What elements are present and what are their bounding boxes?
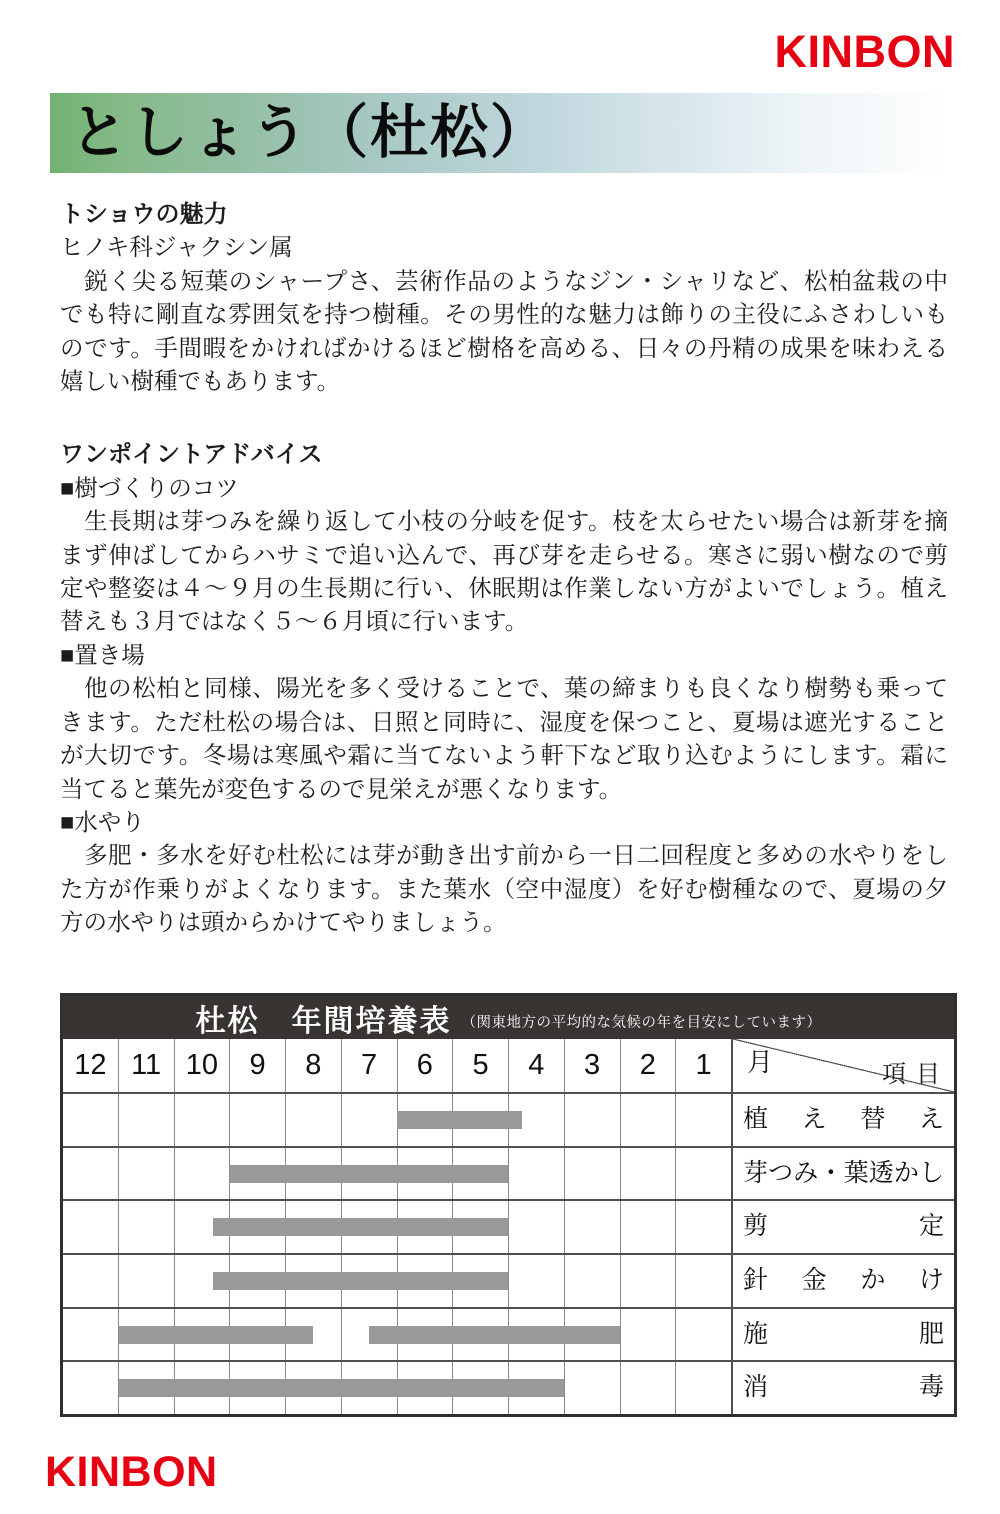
grid-cell [621, 1148, 677, 1200]
grid-cell [119, 1094, 175, 1146]
kinbon-logo-bottom: KINBON [45, 1448, 218, 1496]
grid-cell [565, 1094, 621, 1146]
grid-cell [509, 1255, 565, 1307]
appeal-paragraph: 鋭く尖る短葉のシャープさ、芸術作品のようなジン・シャリなど、松柏盆栽の中でも特に剛直な雰囲気を持つ樹種。その男性的な魅力は飾りの主役にふさわしいものです。手間暇をかければかけるほど樹格を高める、日々の丹精の成果を味わえる嬉しい樹種でもあります。 [60, 267, 948, 395]
grid-cell [621, 1201, 677, 1253]
row-label: 剪定 [731, 1201, 954, 1253]
month-cell: 5 [453, 1039, 509, 1092]
tip-subheading: ■樹づくりのコツ [60, 474, 239, 501]
month-cell: 3 [565, 1039, 621, 1092]
month-cell: 4 [509, 1039, 565, 1092]
grid-cell [676, 1201, 731, 1253]
corner-item-label: 項目 [882, 1061, 950, 1088]
tip-paragraph: 多肥・多水を好む杜松には芽が動き出す前から一日二回程度と多めの水やりをした方が作乗りがよくなります。また葉水（空中湿度）を好む樹種なので、夏場の夕方の水やりは頭からかけてやりましょう。 [60, 842, 948, 936]
month-header-row [63, 1039, 954, 1092]
article-body [60, 198, 948, 940]
month-cell: 8 [286, 1039, 342, 1092]
month-cell: 10 [175, 1039, 231, 1092]
grid-cell [63, 1309, 119, 1361]
grid-cell [676, 1255, 731, 1307]
grid-cell [119, 1201, 175, 1253]
appeal-heading: トショウの魅力 [60, 201, 228, 228]
grid-cell [676, 1094, 731, 1146]
row-label: 施肥 [731, 1309, 954, 1361]
cultivation-table [60, 993, 957, 1417]
grid-cell [119, 1255, 175, 1307]
grid-cell [342, 1094, 398, 1146]
row-label: 消毒 [731, 1362, 954, 1414]
activity-bar [119, 1379, 564, 1397]
activity-bar [230, 1165, 508, 1183]
grid-cell [175, 1148, 231, 1200]
row-month-grid [63, 1309, 731, 1361]
row-month-grid [63, 1094, 731, 1146]
row-month-grid [63, 1201, 731, 1253]
table-row [63, 1253, 954, 1307]
activity-bar [213, 1218, 508, 1236]
row-label: 針金かけ [731, 1255, 954, 1307]
row-month-grid [63, 1255, 731, 1307]
kinbon-logo-top: KINBON [774, 26, 955, 77]
tip-paragraph: 生長期は芽つみを繰り返して小枝の分岐を促す。枝を太らせたい場合は新芽を摘まず伸ばしてからハサミで追い込んで、再び芽を走らせる。寒さに弱い樹なので剪定や整姿は４～９月の生長期に行い、休眠期は作業しない方がよいでしょう。植え替えも３月ではなく５～６月頃に行います。 [60, 508, 948, 635]
month-cell: 7 [342, 1039, 398, 1092]
row-month-grid [63, 1148, 731, 1200]
grid-cell [676, 1309, 731, 1361]
grid-cell [621, 1309, 677, 1361]
grid-cell [565, 1362, 621, 1414]
table-row [63, 1092, 954, 1146]
grid-cell [676, 1148, 731, 1200]
table-rows [63, 1092, 954, 1414]
month-cell: 2 [621, 1039, 677, 1092]
corner-month-label: 月 [747, 1047, 774, 1077]
grid-cell [63, 1362, 119, 1414]
table-title: 杜松 年間培養表 [195, 1004, 452, 1038]
table-header [63, 996, 954, 1039]
table-row [63, 1307, 954, 1361]
corner-cell [731, 1039, 954, 1092]
grid-cell [230, 1094, 286, 1146]
grid-cell [565, 1148, 621, 1200]
activity-bar [119, 1326, 314, 1344]
advice-heading: ワンポイントアドバイス [60, 441, 323, 469]
month-cells [63, 1039, 731, 1092]
table-row [63, 1146, 954, 1200]
row-month-grid [63, 1362, 731, 1414]
tip-paragraph: 他の松柏と同様、陽光を多く受けることで、葉の締まりも良くなり樹勢も乗ってきます。ただ杜松の場合は、日照と同時に、湿度を保つこと、夏場は遮光することが大切です。冬場は寒風や霜に当てないよう軒下など取り込むようにします。霜に当てると葉先が変色するので見栄えが悪くなります。 [60, 675, 948, 802]
grid-cell [175, 1094, 231, 1146]
grid-cell [621, 1255, 677, 1307]
row-label: 芽つみ・葉透かし [731, 1148, 954, 1200]
month-cell: 1 [695, 1049, 712, 1081]
grid-cell [286, 1094, 342, 1146]
page-title: としょう（杜松） [70, 100, 551, 165]
table-subtitle: （関東地方の平均的な気候の年を目安にしています） [461, 1015, 822, 1031]
month-cell: 11 [119, 1039, 175, 1092]
grid-cell [63, 1148, 119, 1200]
grid-cell [63, 1094, 119, 1146]
title-banner [50, 93, 950, 173]
family-line: ヒノキ科ジャクシン属 [60, 234, 293, 261]
month-cell: 6 [398, 1039, 454, 1092]
grid-cell [63, 1255, 119, 1307]
grid-cell [621, 1362, 677, 1414]
grid-cell [509, 1201, 565, 1253]
row-label: 植え替え [731, 1094, 954, 1146]
activity-bar [369, 1326, 620, 1344]
month-cell: 9 [230, 1039, 286, 1092]
grid-cell [509, 1148, 565, 1200]
tip-subheading: ■置き場 [60, 641, 145, 668]
table-row [63, 1360, 954, 1414]
month-cell: 12 [63, 1039, 119, 1092]
grid-cell [565, 1201, 621, 1253]
grid-cell [565, 1255, 621, 1307]
grid-cell [676, 1362, 731, 1414]
activity-bar [213, 1272, 508, 1290]
table-row [63, 1199, 954, 1253]
activity-bar [397, 1111, 522, 1129]
grid-cell [63, 1201, 119, 1253]
tip-subheading: ■水やり [60, 808, 145, 835]
grid-cell [621, 1094, 677, 1146]
grid-cell [119, 1148, 175, 1200]
